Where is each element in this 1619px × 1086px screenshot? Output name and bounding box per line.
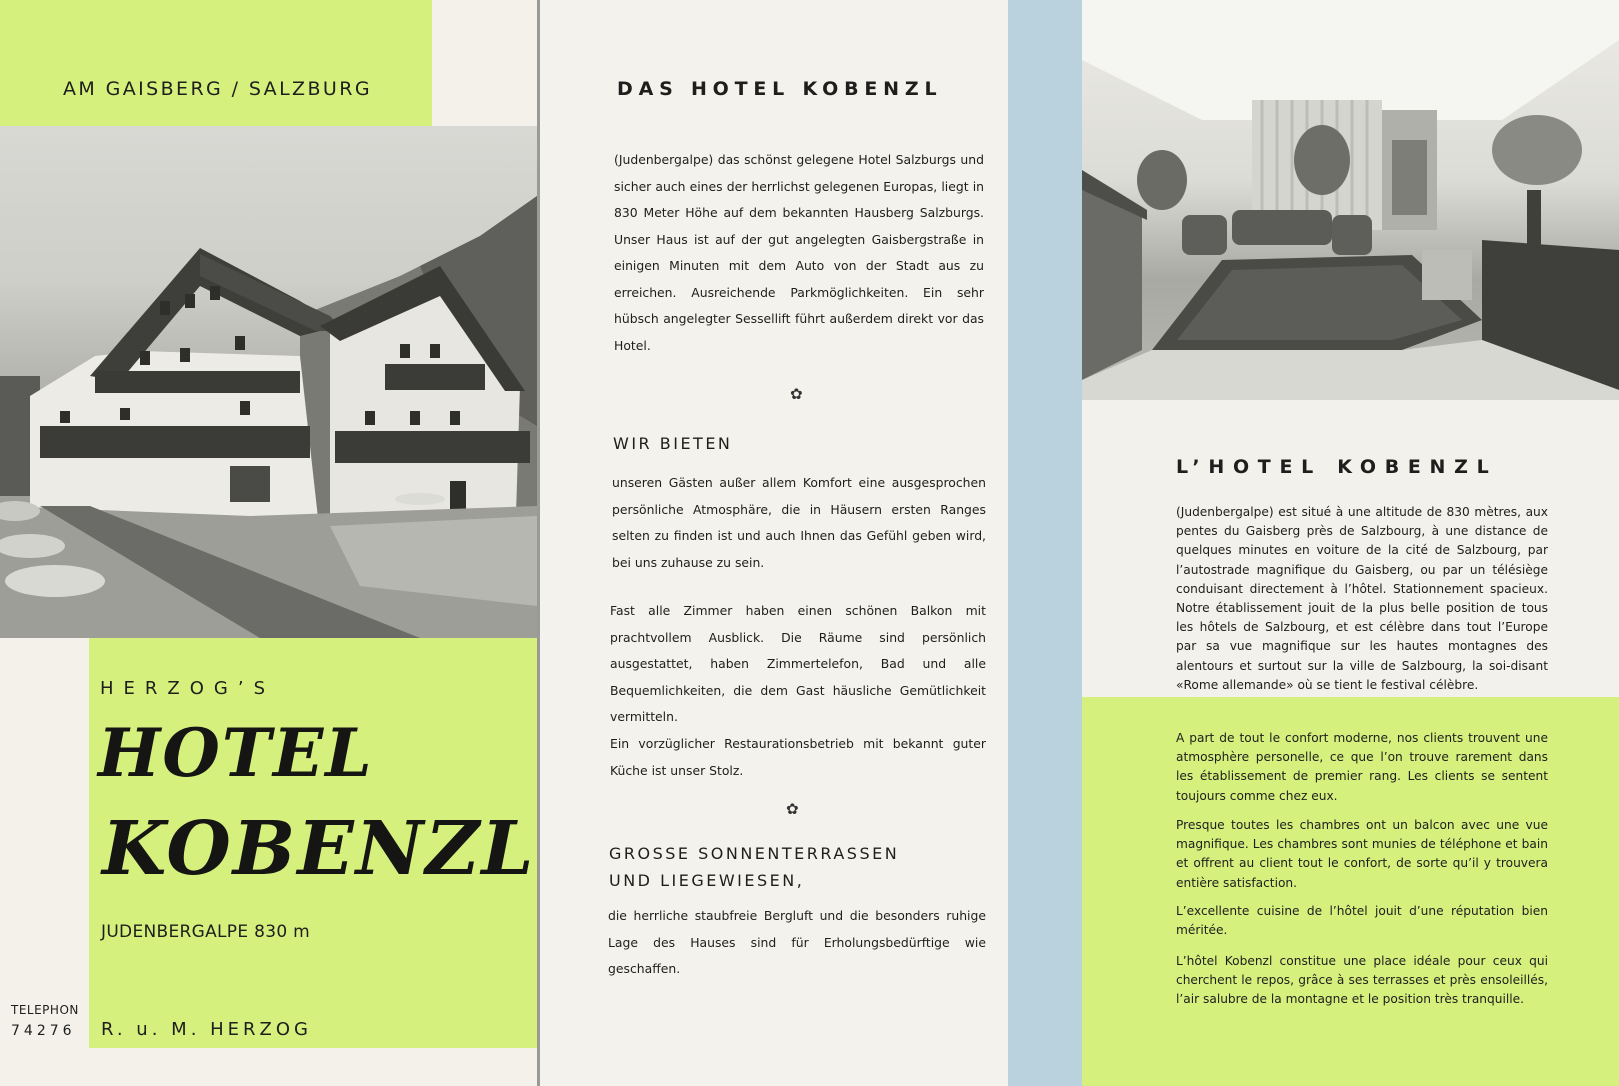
altitude-subtitle: JUDENBERGALPE 830 m xyxy=(101,922,311,942)
hotel-title: HOTEL xyxy=(98,714,374,792)
french-text-panel xyxy=(1082,0,1619,1086)
german-heading-offer: WIR BIETEN xyxy=(613,434,733,453)
french-rooms-paragraph: Presque toutes les chambres ont un balcon avec une vue magnifique. Les chambres sont munies de téléphone et bain et offrent au client tout le confort, de sorte qu’il y trouvera entière satisfaction. xyxy=(1176,818,1548,890)
owners-name: R. u. M. HERZOG xyxy=(101,1019,312,1040)
location-text: AM GAISBERG / SALZBURG xyxy=(63,78,372,100)
hotel-lobby-illustration xyxy=(1082,0,1619,400)
french-cuisine-paragraph: L’excellente cuisine de l’hôtel jouit d’une réputation bien méritée. xyxy=(1176,904,1548,938)
french-title: L’HOTEL KOBENZL xyxy=(1176,456,1498,478)
location-band xyxy=(0,0,432,126)
german-intro-paragraph: (Judenbergalpe) das schönst gelegene Hotel Salzburgs und sicher auch eines der herrlichst gelegenen Europas, liegt in 830 Meter Höhe auf dem bekannten Hausberg Salzburgs. Unser Haus ist auf der gut angelegten Gaisbergstraße in einigen Minuten mit dem Auto von der Stadt aus zu erreichen. Ausreichende Parkmöglichkeiten. Ein sehr hübsch angelegter Sessellift führt außerdem direkt vor das Hotel. xyxy=(614,152,984,353)
hotel-exterior-illustration xyxy=(0,126,537,638)
hotel-lobby-photo xyxy=(1082,0,1619,400)
brochure-cover-panel xyxy=(0,0,537,1086)
brand-prefix: HERZOG’S xyxy=(100,678,276,699)
heading-line: GROSSE SONNENTERRASSEN xyxy=(609,844,900,863)
flower-ornament-icon: ✿ xyxy=(790,385,803,403)
german-title: DAS HOTEL KOBENZL xyxy=(617,78,943,100)
german-rooms-paragraph: Fast alle Zimmer haben einen schönen Balkon mit prachtvollem Ausblick. Die Räume sind persönlich ausgestattet, haben Zimmertelefon, Bad und alle Bequemlichkeiten, die dem Gast häusliche Gemütlichkeit vermitteln. xyxy=(610,603,986,724)
french-rest-paragraph: L’hôtel Kobenzl constitue une place idéale pour ceux qui cherchent le repos, grâce à ses terrasses et près ensoleillés, l’air salubre de la montagne et le position très tranquille. xyxy=(1176,954,1548,1007)
french-intro-paragraph: (Judenbergalpe) est situé à une altitude de 830 mètres, aux pentes du Gaisberg près de Salzbourg, à une distance de quelques minutes en voiture de la cité de Salzbourg, par l’autostrade magnifique du Gaisberg, ou par un télésiège conduisant directement à l’hôtel. Stationnement spacieux. Notre établissement jouit de la plus belle position de tous les hôtels de Salzbourg, et est célèbre dans tout l’Europe par sa vue magnifique sur les hautes montagnes des alentours et surtout sur la ville de Salzbourg, la soi-disant «Rome allemande» où se tient le festival célèbre. xyxy=(1176,505,1548,692)
telephone-number: 74276 xyxy=(11,1023,76,1039)
telephone-label: TELEPHON xyxy=(11,1003,79,1017)
french-comfort-paragraph: A part de tout le confort moderne, nos clients trouvent une atmosphère personelle, ce que l’on trouve rarement dans les établissement de premier rang. Les clients se sentent toujours comme chez eux. xyxy=(1176,731,1548,803)
hotel-name: KOBENZL xyxy=(102,806,536,892)
flower-ornament-icon: ✿ xyxy=(786,800,799,818)
german-restaurant-paragraph: Ein vorzüglicher Restaurationsbetrieb mit bekannt guter Küche ist unser Stolz. xyxy=(610,736,986,778)
german-terrace-paragraph: die herrliche staubfreie Bergluft und die besonders ruhige Lage des Hauses sind für Erholungsbedürftige wie geschaffen. xyxy=(608,908,986,976)
german-text-panel xyxy=(540,0,1008,1086)
german-offer-paragraph: unseren Gästen außer allem Komfort eine ausgesprochen persönliche Atmosphäre, die in Häusern ersten Ranges selten zu finden ist und auch Ihnen das Gefühl geben wird, bei uns zuhause zu sein. xyxy=(612,475,986,570)
hotel-exterior-photo xyxy=(0,126,537,638)
heading-line: UND LIEGEWIESEN, xyxy=(609,871,805,890)
blue-panel-edge xyxy=(1005,0,1083,1086)
german-heading-terraces xyxy=(609,840,899,894)
